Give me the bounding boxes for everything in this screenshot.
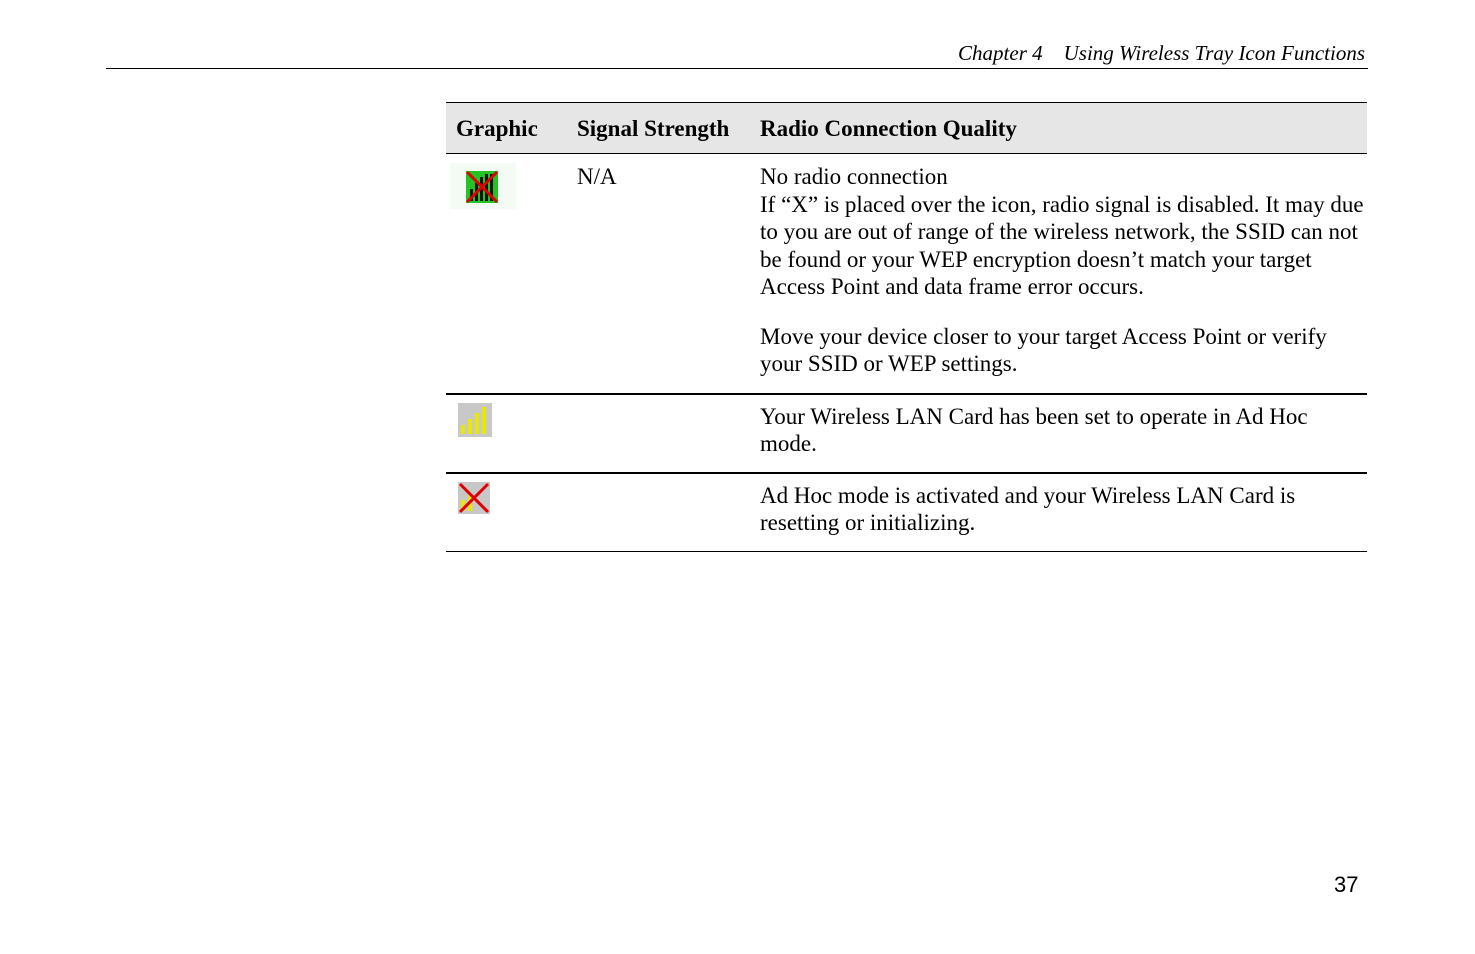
chapter-title: Using Wireless Tray Icon Functions xyxy=(1063,41,1365,65)
quality-heading: No radio connection xyxy=(760,164,948,189)
chapter-label: Chapter 4 xyxy=(958,41,1043,65)
column-header-graphic: Graphic xyxy=(456,116,538,141)
quality-description xyxy=(760,482,1367,537)
table-row xyxy=(446,154,1367,395)
signal-strength-value xyxy=(567,403,760,458)
running-header xyxy=(958,41,1365,66)
table-row xyxy=(446,474,1367,552)
table-header xyxy=(446,103,1367,154)
quality-text: Your Wireless LAN Card has been set to operate in Ad Hoc mode. xyxy=(760,403,1308,456)
table-row xyxy=(446,395,1367,474)
ad-hoc-mode-icon xyxy=(458,403,492,437)
no-radio-connection-icon xyxy=(450,163,516,209)
ad-hoc-resetting-icon xyxy=(458,482,490,514)
quality-description xyxy=(760,403,1367,458)
quality-text: Ad Hoc mode is activated and your Wireless LAN Card is resetting or initializing. xyxy=(760,482,1296,535)
column-header-radio-connection-quality: Radio Connection Quality xyxy=(760,116,1017,141)
column-header-signal-strength: Signal Strength xyxy=(577,116,730,141)
signal-strength-value: N/A xyxy=(577,164,617,189)
tray-icon-table xyxy=(446,102,1367,552)
quality-text: If “X” is placed over the icon, radio signal is disabled. It may due to you are out of range of the wireless network, the SSID can not be found or your WEP encryption doesn’t match your target Access Point and data frame error occurs. xyxy=(760,191,1364,299)
signal-strength-value xyxy=(567,482,760,537)
page-header xyxy=(106,38,1368,69)
page-number: 37 xyxy=(1334,872,1359,897)
quality-advice: Move your device closer to your target Access Point or verify your SSID or WEP settings. xyxy=(760,323,1327,376)
quality-description xyxy=(760,163,1367,378)
